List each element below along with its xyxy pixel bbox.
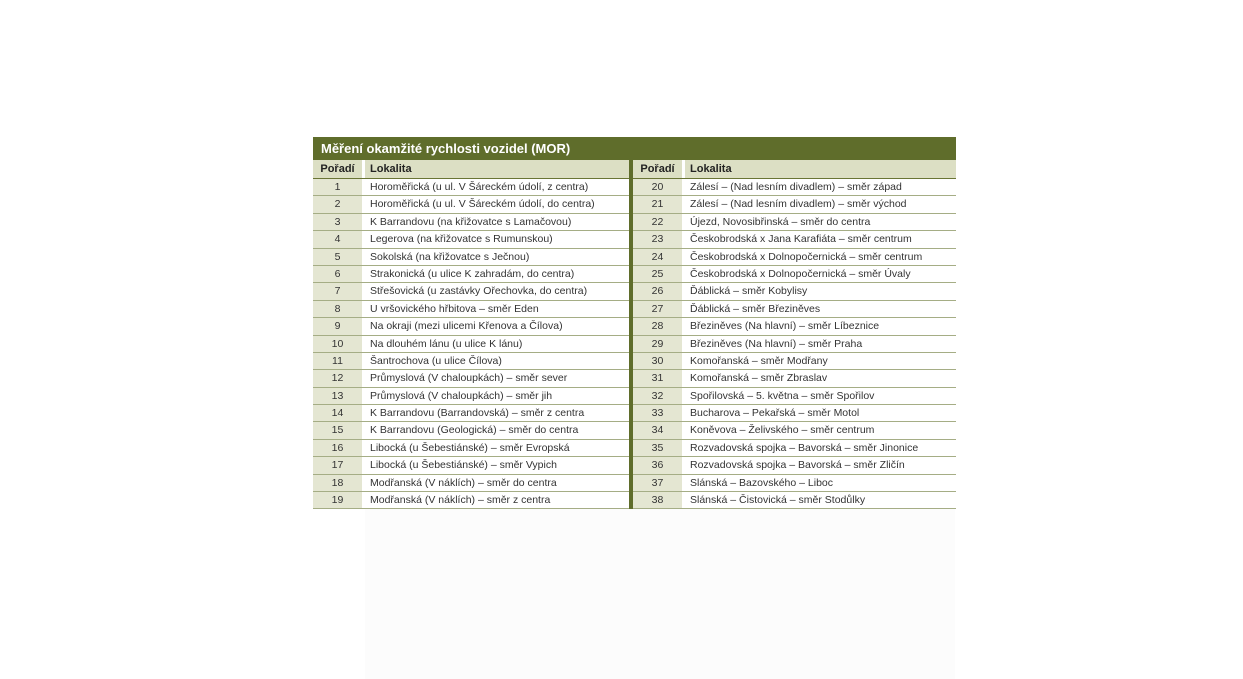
table-row [313, 388, 629, 405]
row-location: Komořanská – směr Zbraslav [685, 370, 956, 386]
row-number: 5 [313, 249, 362, 265]
row-location: Českobrodská x Dolnopočernická – směr Úvaly [685, 266, 956, 282]
row-number: 34 [633, 422, 682, 438]
header-order: Pořadí [633, 160, 682, 178]
row-number: 31 [633, 370, 682, 386]
table-row [633, 475, 956, 492]
table-row [313, 475, 629, 492]
row-location: Strakonická (u ulice K zahradám, do centra) [365, 266, 629, 282]
table-row [313, 457, 629, 474]
row-number: 19 [313, 492, 362, 508]
row-number: 23 [633, 231, 682, 247]
row-number: 1 [313, 179, 362, 195]
row-number: 15 [313, 422, 362, 438]
row-location: Horoměřická (u ul. V Šáreckém údolí, z centra) [365, 179, 629, 195]
table-row [313, 214, 629, 231]
row-location: Průmyslová (V chaloupkách) – směr sever [365, 370, 629, 386]
row-number: 22 [633, 214, 682, 230]
table-row [633, 179, 956, 196]
row-number: 2 [313, 196, 362, 212]
table-row [633, 457, 956, 474]
row-number: 25 [633, 266, 682, 282]
table-row [633, 336, 956, 353]
table-row [313, 179, 629, 196]
table-row [313, 249, 629, 266]
table-row [313, 301, 629, 318]
table-row [633, 388, 956, 405]
row-location: Bucharova – Pekařská – směr Motol [685, 405, 956, 421]
row-location: Horoměřická (u ul. V Šáreckém údolí, do centra) [365, 196, 629, 212]
mor-table [313, 137, 956, 509]
right-column [633, 160, 956, 509]
table-title: Měření okamžité rychlosti vozidel (MOR) [313, 137, 956, 160]
row-location: Slánská – Čistovická – směr Stodůlky [685, 492, 956, 508]
row-location: Libocká (u Šebestiánské) – směr Vypich [365, 457, 629, 473]
row-number: 27 [633, 301, 682, 317]
row-number: 17 [313, 457, 362, 473]
row-number: 37 [633, 475, 682, 491]
row-location: Na dlouhém lánu (u ulice K lánu) [365, 336, 629, 352]
table-row [633, 266, 956, 283]
row-location: Zálesí – (Nad lesním divadlem) – směr západ [685, 179, 956, 195]
row-location: Průmyslová (V chaloupkách) – směr jih [365, 388, 629, 404]
table-row [313, 196, 629, 213]
row-location: Modřanská (V náklích) – směr do centra [365, 475, 629, 491]
table-row [633, 301, 956, 318]
table-row [633, 440, 956, 457]
row-number: 38 [633, 492, 682, 508]
left-column [313, 160, 629, 509]
row-number: 9 [313, 318, 362, 334]
row-location: K Barrandovu (Geologická) – směr do centra [365, 422, 629, 438]
row-location: Libocká (u Šebestiánské) – směr Evropská [365, 440, 629, 456]
row-number: 35 [633, 440, 682, 456]
row-location: Českobrodská x Jana Karafiáta – směr centrum [685, 231, 956, 247]
row-location: Ďáblická – směr Březiněves [685, 301, 956, 317]
header-row [633, 160, 956, 179]
table-row [633, 422, 956, 439]
row-number: 29 [633, 336, 682, 352]
row-number: 24 [633, 249, 682, 265]
row-location: Zálesí – (Nad lesním divadlem) – směr východ [685, 196, 956, 212]
table-row [633, 283, 956, 300]
row-location: Ďáblická – směr Kobylisy [685, 283, 956, 299]
row-number: 32 [633, 388, 682, 404]
table-row [633, 231, 956, 248]
row-number: 26 [633, 283, 682, 299]
row-number: 7 [313, 283, 362, 299]
row-location: Koněvova – Želivského – směr centrum [685, 422, 956, 438]
row-location: Újezd, Novosibřinská – směr do centra [685, 214, 956, 230]
table-row [313, 336, 629, 353]
row-location: U vršovického hřbitova – směr Eden [365, 301, 629, 317]
row-number: 33 [633, 405, 682, 421]
row-location: Českobrodská x Dolnopočernická – směr centrum [685, 249, 956, 265]
header-location: Lokalita [365, 160, 629, 178]
table-row [633, 318, 956, 335]
table-row [313, 492, 629, 509]
table-row [313, 422, 629, 439]
table-row [633, 353, 956, 370]
table-row [633, 405, 956, 422]
row-number: 11 [313, 353, 362, 369]
header-location: Lokalita [685, 160, 956, 178]
row-number: 28 [633, 318, 682, 334]
table-row [633, 249, 956, 266]
table-row [313, 266, 629, 283]
row-number: 10 [313, 336, 362, 352]
row-number: 12 [313, 370, 362, 386]
row-location: K Barrandovu (Barrandovská) – směr z centra [365, 405, 629, 421]
row-location: Rozvadovská spojka – Bavorská – směr Jinonice [685, 440, 956, 456]
row-number: 13 [313, 388, 362, 404]
row-location: Komořanská – směr Modřany [685, 353, 956, 369]
header-order: Pořadí [313, 160, 362, 178]
row-number: 16 [313, 440, 362, 456]
row-number: 18 [313, 475, 362, 491]
table-columns [313, 160, 956, 509]
table-row [313, 353, 629, 370]
row-location: K Barrandovu (na křižovatce s Lamačovou) [365, 214, 629, 230]
table-row [313, 283, 629, 300]
row-location: Legerova (na křižovatce s Rumunskou) [365, 231, 629, 247]
row-location: Střešovická (u zastávky Ořechovka, do centra) [365, 283, 629, 299]
table-row [633, 492, 956, 509]
table-row [313, 370, 629, 387]
row-location: Slánská – Bazovského – Liboc [685, 475, 956, 491]
table-row [633, 370, 956, 387]
table-row [313, 231, 629, 248]
row-location: Březiněves (Na hlavní) – směr Líbeznice [685, 318, 956, 334]
table-row [313, 405, 629, 422]
row-number: 6 [313, 266, 362, 282]
row-location: Rozvadovská spojka – Bavorská – směr Zličín [685, 457, 956, 473]
row-location: Březiněves (Na hlavní) – směr Praha [685, 336, 956, 352]
row-number: 30 [633, 353, 682, 369]
row-location: Modřanská (V náklích) – směr z centra [365, 492, 629, 508]
page-background [365, 508, 955, 679]
row-number: 21 [633, 196, 682, 212]
header-row [313, 160, 629, 179]
row-number: 14 [313, 405, 362, 421]
table-row [633, 196, 956, 213]
row-number: 36 [633, 457, 682, 473]
row-location: Sokolská (na křižovatce s Ječnou) [365, 249, 629, 265]
row-number: 4 [313, 231, 362, 247]
table-row [633, 214, 956, 231]
row-number: 20 [633, 179, 682, 195]
row-location: Šantrochova (u ulice Čílova) [365, 353, 629, 369]
table-row [313, 440, 629, 457]
row-location: Spořilovská – 5. května – směr Spořilov [685, 388, 956, 404]
row-number: 8 [313, 301, 362, 317]
row-location: Na okraji (mezi ulicemi Křenova a Čílova) [365, 318, 629, 334]
row-number: 3 [313, 214, 362, 230]
table-row [313, 318, 629, 335]
